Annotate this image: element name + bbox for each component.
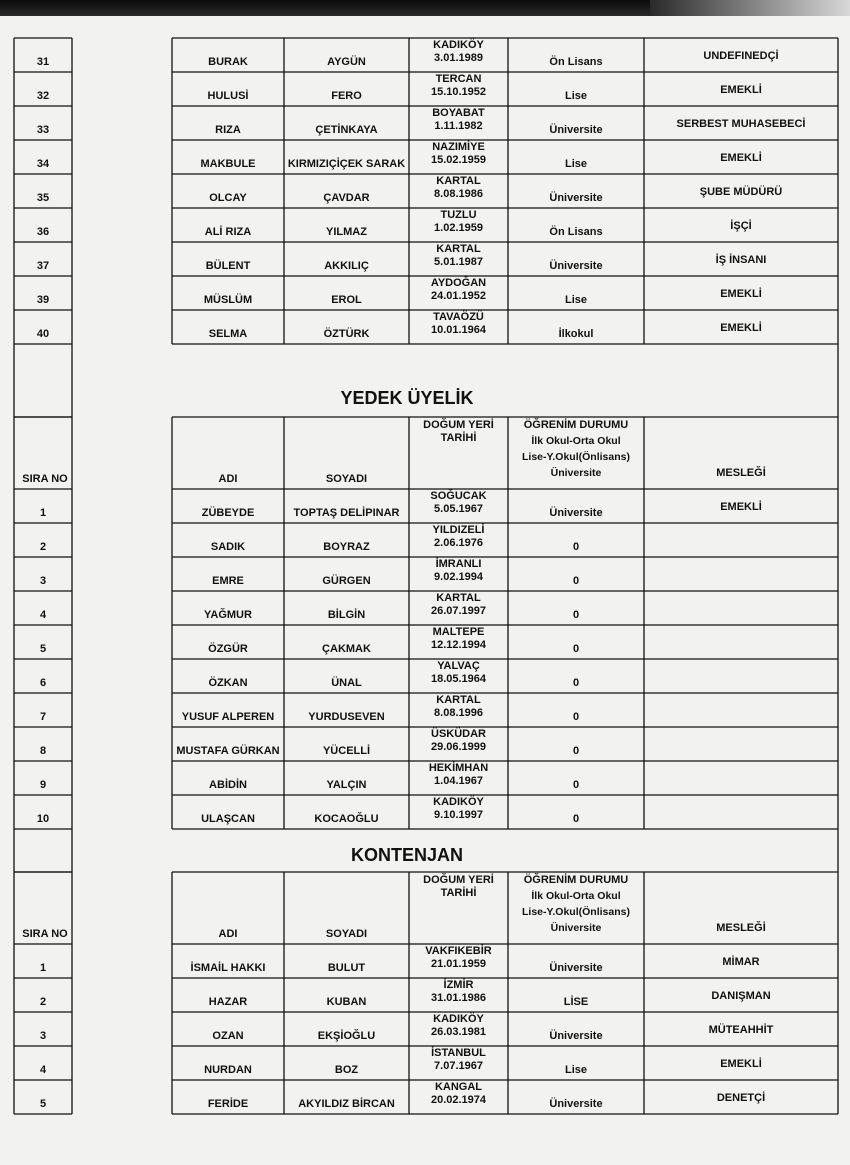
occupation: EMEKLİ — [720, 322, 762, 334]
last-name: ÜNAL — [331, 677, 362, 689]
education: LİSE — [563, 996, 589, 1008]
occupation: EMEKLİ — [720, 84, 762, 96]
row-number: 2 — [39, 996, 47, 1008]
education: Lise — [564, 158, 588, 170]
birth-date: 7.07.1967 — [434, 1060, 483, 1072]
birth-place: YILDIZELİ — [432, 524, 485, 536]
last-name: EKŞİOĞLU — [317, 1030, 376, 1042]
occupation: MÜTEAHHİT — [708, 1024, 774, 1036]
birth-place: MALTEPE — [432, 626, 485, 638]
row-number: 32 — [36, 90, 50, 102]
first-name: BÜLENT — [205, 260, 251, 272]
first-name: FERİDE — [207, 1098, 249, 1110]
birth-date: 15.02.1959 — [430, 154, 487, 166]
header-sira-no: SIRA NO — [22, 928, 68, 940]
birth-place: AYDOĞAN — [430, 277, 487, 289]
birth-place: KADIKÖY — [433, 1013, 484, 1025]
header-ogrenim-line: Üniversite — [550, 467, 602, 479]
last-name: KUBAN — [326, 996, 367, 1008]
scan-top-edge — [0, 0, 850, 16]
education: Ön Lisans — [549, 226, 603, 238]
last-name: ÇETİNKAYA — [315, 124, 378, 136]
education: 0 — [572, 575, 580, 587]
occupation: DENETÇİ — [716, 1092, 766, 1104]
birth-date: 5.01.1987 — [434, 256, 483, 268]
first-name: YAĞMUR — [204, 609, 252, 621]
header-adi: ADI — [218, 473, 238, 485]
birth-date: 26.03.1981 — [430, 1026, 487, 1038]
first-name: HAZAR — [208, 996, 248, 1008]
last-name: YALÇIN — [326, 779, 367, 791]
row-number: 1 — [39, 507, 47, 519]
education: Lise — [564, 1064, 588, 1076]
first-name: ULAŞCAN — [201, 813, 255, 825]
education: Üniversite — [549, 1098, 603, 1110]
kontenjan-heading: KONTENJAN — [350, 845, 463, 865]
education: 0 — [572, 609, 580, 621]
row-number: 6 — [39, 677, 47, 689]
header-ogrenim-line: ÖĞRENİM DURUMU — [523, 874, 629, 886]
row-number: 5 — [39, 643, 47, 655]
row-number: 33 — [36, 124, 50, 136]
birth-place: TUZLU — [440, 209, 477, 221]
first-name: ZÜBEYDE — [201, 507, 255, 519]
birth-date: 8.08.1986 — [434, 188, 483, 200]
birth-date: 15.10.1952 — [430, 86, 487, 98]
row-number: 35 — [36, 192, 50, 204]
first-name: SELMA — [208, 328, 248, 340]
first-name: ABİDİN — [209, 779, 247, 791]
last-name: TOPTAŞ DELİPINAR — [293, 507, 400, 519]
birth-date: 9.02.1994 — [434, 571, 483, 583]
header-sira-no: SIRA NO — [22, 473, 68, 485]
birth-place: KARTAL — [436, 694, 481, 706]
occupation: EMEKLİ — [720, 288, 762, 300]
row-number: 34 — [36, 158, 50, 170]
header-ogrenim-line: İlk Okul-Orta Okul — [531, 435, 621, 447]
row-number: 4 — [39, 1064, 47, 1076]
birth-date: 1.02.1959 — [434, 222, 483, 234]
first-name: NURDAN — [204, 1064, 252, 1076]
birth-place: TAVAÖZÜ — [433, 311, 484, 323]
birth-date: 9.10.1997 — [434, 809, 483, 821]
last-name: AYGÜN — [327, 56, 366, 68]
birth-place: HEKİMHAN — [428, 762, 489, 774]
header-meslegi: MESLEĞİ — [716, 467, 766, 479]
header-dogum-yeri-tarihi: DOĞUM YERİ TARİHİ — [423, 874, 494, 899]
first-name: YUSUF ALPEREN — [181, 711, 275, 723]
row-number: 4 — [39, 609, 47, 621]
birth-place: ÜSKÜDAR — [431, 728, 486, 740]
birth-date: 20.02.1974 — [430, 1094, 487, 1106]
header-adi: ADI — [218, 928, 238, 940]
row-number: 3 — [39, 575, 47, 587]
education: Üniversite — [549, 507, 603, 519]
row-number: 8 — [39, 745, 47, 757]
birth-date: 10.01.1964 — [430, 324, 487, 336]
education: 0 — [572, 541, 580, 553]
row-number: 36 — [36, 226, 50, 238]
education: 0 — [572, 813, 580, 825]
birth-place: KARTAL — [436, 175, 481, 187]
first-name: OZAN — [212, 1030, 244, 1042]
first-name: MÜSLÜM — [203, 294, 253, 306]
birth-date: 3.01.1989 — [434, 52, 483, 64]
education: Üniversite — [549, 260, 603, 272]
first-name: BURAK — [208, 56, 248, 68]
birth-place: KADIKÖY — [433, 796, 484, 808]
first-name: ÖZKAN — [208, 677, 248, 689]
occupation: UNDEFINEDÇİ — [703, 50, 779, 62]
birth-date: 8.08.1996 — [434, 707, 483, 719]
first-name: HULUSİ — [207, 90, 249, 102]
last-name: YÜCELLİ — [322, 745, 371, 757]
birth-place: VAKFIKEBİR — [425, 945, 492, 957]
birth-place: KADIKÖY — [433, 39, 484, 51]
birth-date: 12.12.1994 — [430, 639, 487, 651]
last-name: ÇAVDAR — [323, 192, 370, 204]
row-number: 1 — [39, 962, 47, 974]
education: Üniversite — [549, 962, 603, 974]
education: Üniversite — [549, 192, 603, 204]
last-name: AKKILIÇ — [324, 260, 369, 272]
header-soyadi: SOYADI — [325, 473, 368, 485]
row-number: 10 — [36, 813, 50, 825]
last-name: FERO — [331, 90, 362, 102]
first-name: OLCAY — [209, 192, 247, 204]
yedek-heading: YEDEK ÜYELİK — [340, 388, 474, 408]
last-name: EROL — [331, 294, 362, 306]
header-dogum-yeri-tarihi: DOĞUM YERİ TARİHİ — [423, 419, 494, 444]
first-name: SADIK — [210, 541, 246, 553]
occupation: ŞUBE MÜDÜRÜ — [699, 186, 783, 198]
row-number: 2 — [39, 541, 47, 553]
header-soyadi: SOYADI — [325, 928, 368, 940]
birth-place: KANGAL — [434, 1081, 483, 1093]
first-name: EMRE — [212, 575, 244, 587]
last-name: KOCAOĞLU — [314, 813, 379, 825]
header-ogrenim-line: Lise-Y.Okul(Önlisans) — [522, 451, 630, 463]
last-name: YURDUSEVEN — [308, 711, 385, 723]
occupation: MİMAR — [722, 956, 760, 968]
row-number: 5 — [39, 1098, 47, 1110]
occupation: DANIŞMAN — [711, 990, 771, 1002]
first-name: MAKBULE — [200, 158, 256, 170]
birth-date: 18.05.1964 — [430, 673, 487, 685]
birth-date: 21.01.1959 — [430, 958, 487, 970]
header-ogrenim-line: Üniversite — [550, 922, 602, 934]
education: 0 — [572, 677, 580, 689]
header-ogrenim-line: ÖĞRENİM DURUMU — [523, 419, 629, 431]
birth-place: İMRANLI — [435, 558, 482, 570]
first-name: İSMAİL HAKKI — [190, 962, 266, 974]
occupation: İŞ İNSANI — [715, 254, 767, 266]
birth-date: 31.01.1986 — [430, 992, 487, 1004]
birth-place: YALVAÇ — [437, 660, 480, 672]
first-name: RIZA — [215, 124, 241, 136]
education: Lise — [564, 90, 588, 102]
education: Üniversite — [549, 124, 603, 136]
last-name: KIRMIZIÇİÇEK SARAK — [287, 158, 406, 170]
last-name: ÖZTÜRK — [323, 328, 370, 340]
header-meslegi: MESLEĞİ — [716, 922, 766, 934]
birth-date: 1.04.1967 — [434, 775, 483, 787]
birth-place: KARTAL — [436, 592, 481, 604]
education: 0 — [572, 779, 580, 791]
birth-place: NAZIMİYE — [432, 141, 485, 153]
birth-date: 1.11.1982 — [434, 120, 483, 132]
birth-date: 24.01.1952 — [430, 290, 487, 302]
row-number: 31 — [36, 56, 50, 68]
last-name: BİLGİN — [327, 609, 366, 621]
last-name: GÜRGEN — [322, 575, 371, 587]
row-number: 40 — [36, 328, 50, 340]
last-name: ÇAKMAK — [322, 643, 371, 655]
birth-place: SOĞUCAK — [430, 490, 487, 502]
education: İlkokul — [558, 328, 594, 340]
birth-date: 29.06.1999 — [430, 741, 487, 753]
row-number: 9 — [39, 779, 47, 791]
birth-place: İZMİR — [443, 979, 474, 991]
first-name: ALİ RIZA — [204, 226, 252, 238]
row-number: 37 — [36, 260, 50, 272]
education: Lise — [564, 294, 588, 306]
last-name: BULUT — [327, 962, 366, 974]
row-number: 39 — [36, 294, 50, 306]
first-name: MUSTAFA GÜRKAN — [176, 745, 280, 757]
birth-date: 5.05.1967 — [434, 503, 483, 515]
occupation: İŞÇİ — [730, 220, 752, 232]
header-ogrenim-line: İlk Okul-Orta Okul — [531, 890, 621, 902]
row-number: 7 — [39, 711, 47, 723]
education: Ön Lisans — [549, 56, 603, 68]
birth-place: TERCAN — [435, 73, 482, 85]
occupation: EMEKLİ — [720, 1058, 762, 1070]
row-number: 3 — [39, 1030, 47, 1042]
scan-top-edge-fade — [650, 0, 850, 16]
education: 0 — [572, 643, 580, 655]
header-ogrenim-line: Lise-Y.Okul(Önlisans) — [522, 906, 630, 918]
education: 0 — [572, 711, 580, 723]
occupation: EMEKLİ — [720, 501, 762, 513]
birth-place: BOYABAT — [432, 107, 485, 119]
birth-date: 2.06.1976 — [434, 537, 483, 549]
birth-place: KARTAL — [436, 243, 481, 255]
occupation: EMEKLİ — [720, 152, 762, 164]
birth-place: İSTANBUL — [431, 1047, 486, 1059]
education: 0 — [572, 745, 580, 757]
last-name: BOYRAZ — [323, 541, 370, 553]
last-name: AKYILDIZ BİRCAN — [298, 1098, 395, 1110]
education: Üniversite — [549, 1030, 603, 1042]
first-name: ÖZGÜR — [208, 643, 248, 655]
occupation: SERBEST MUHASEBECİ — [676, 118, 806, 130]
birth-date: 26.07.1997 — [430, 605, 487, 617]
last-name: YILMAZ — [326, 226, 367, 238]
last-name: BOZ — [334, 1064, 359, 1076]
